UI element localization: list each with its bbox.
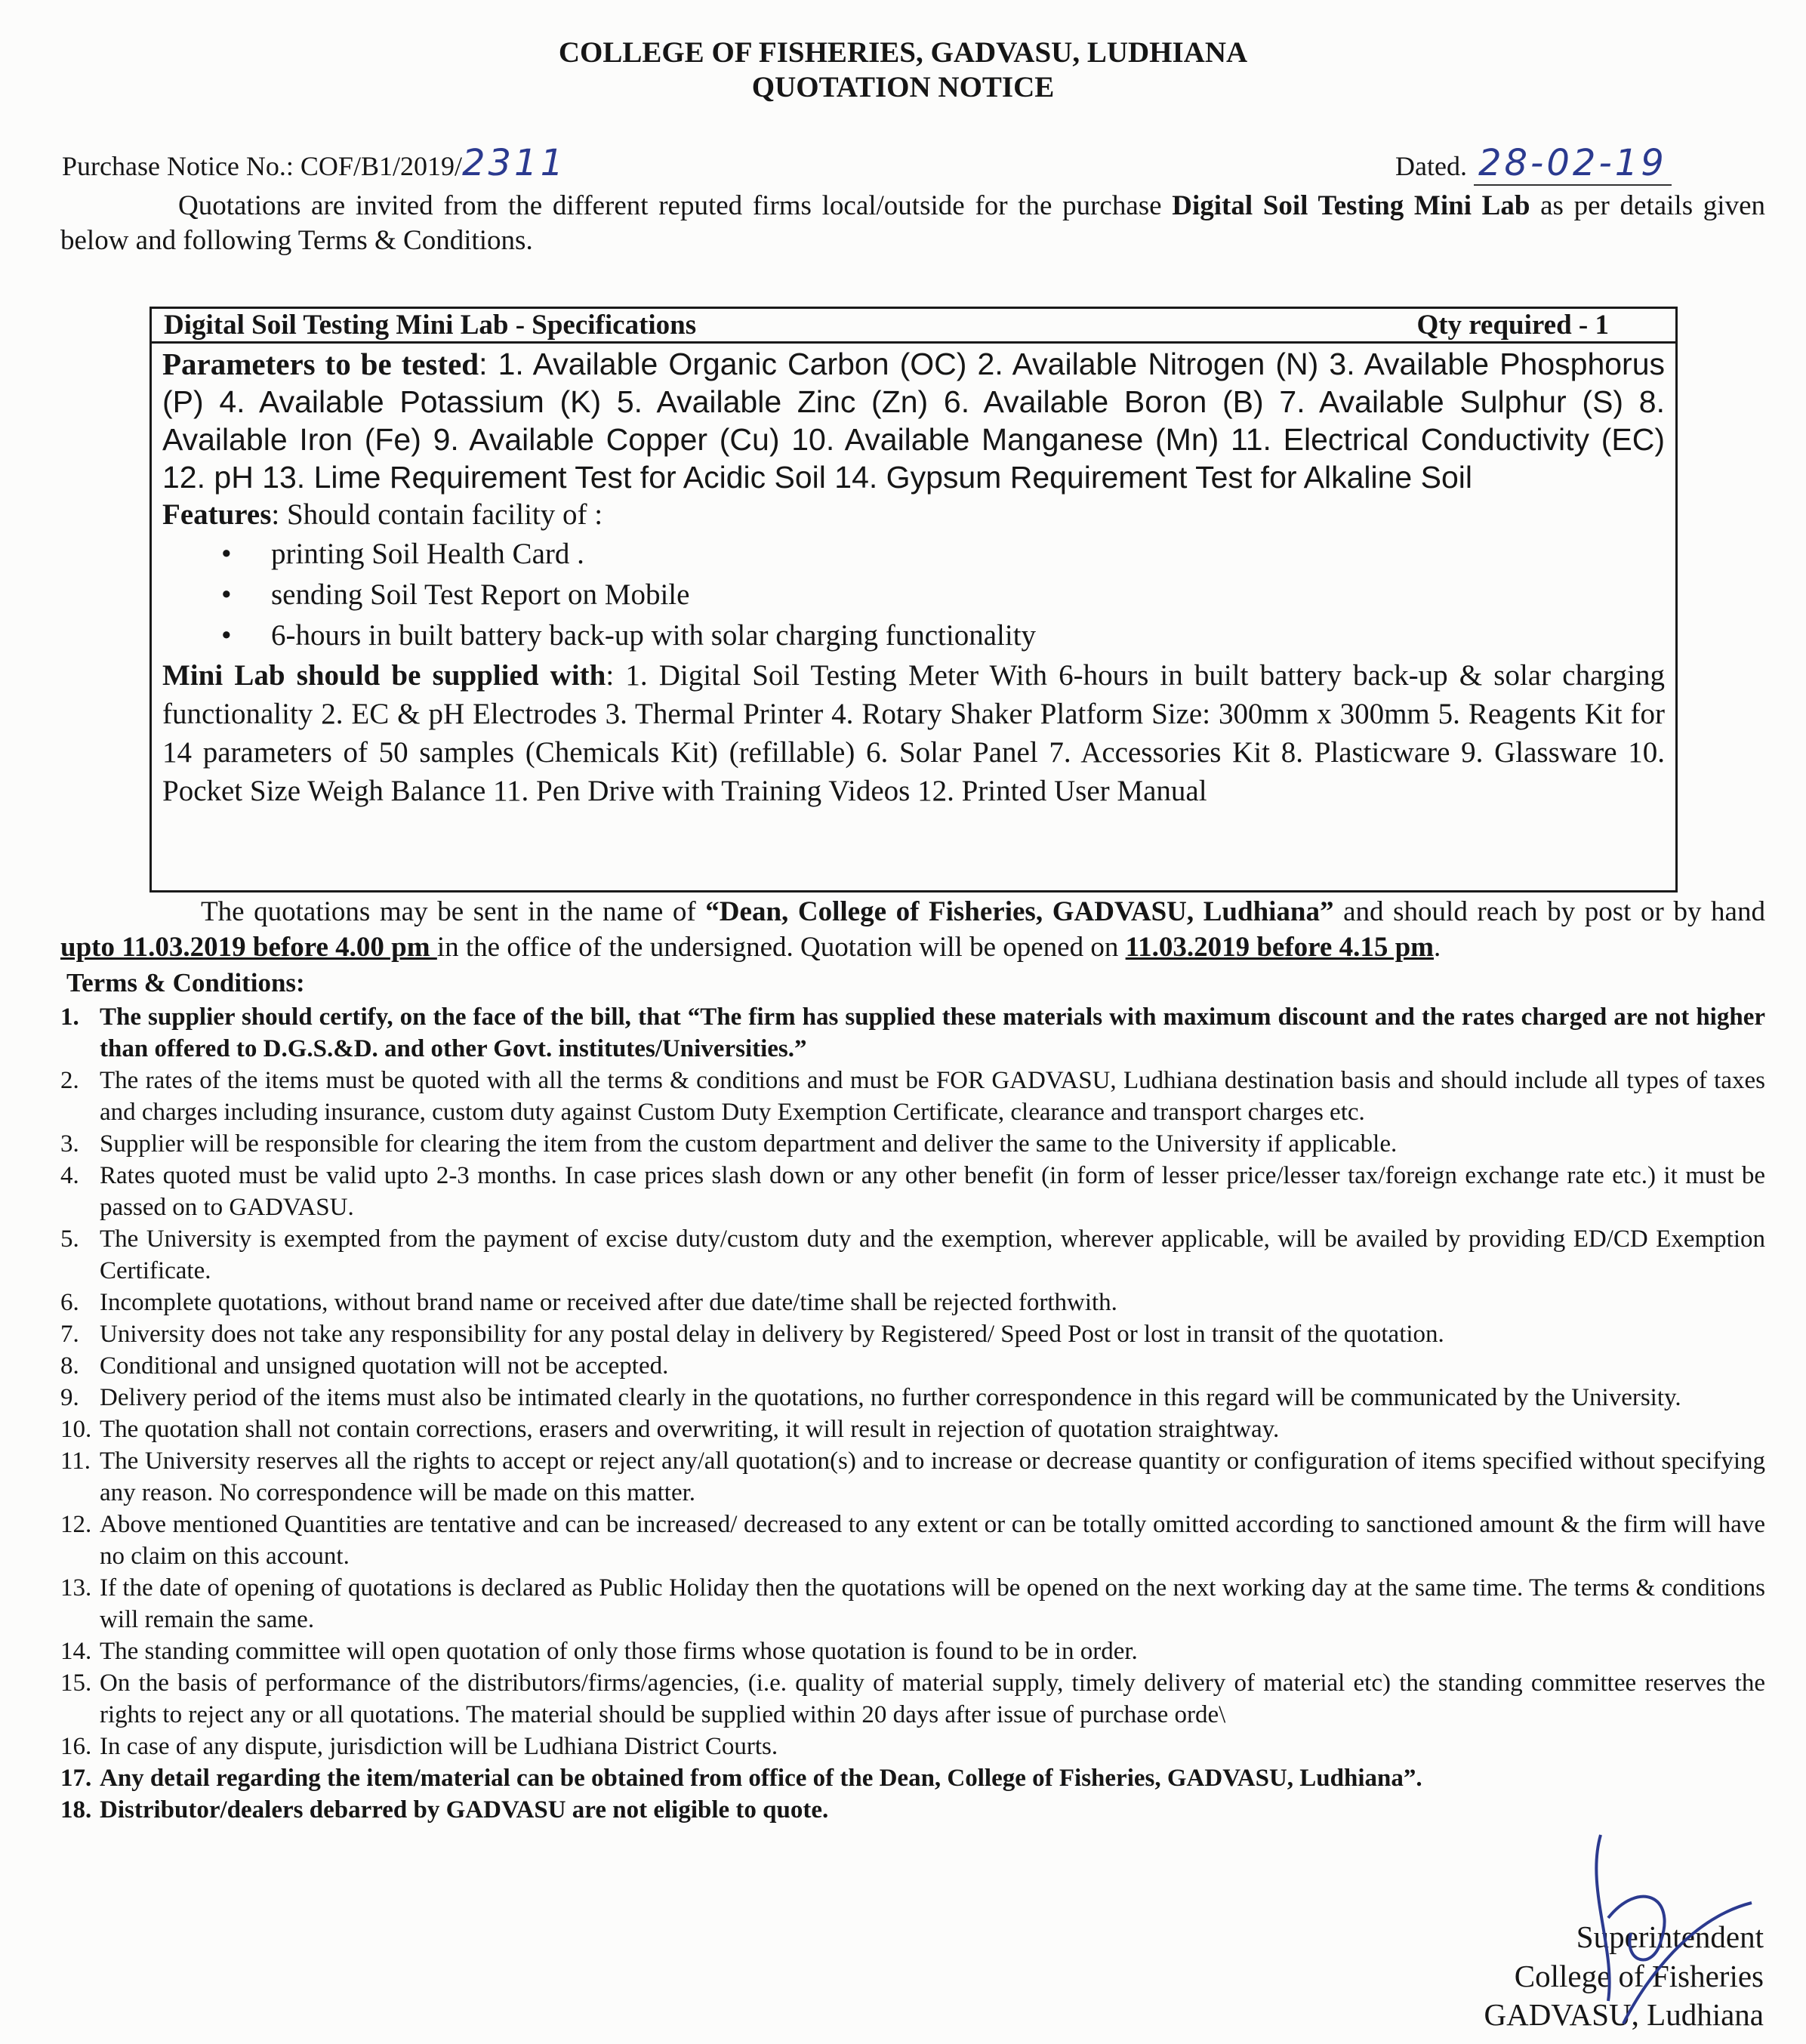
term-item (60, 1445, 1765, 1509)
term-text: Any detail regarding the item/material can be obtained from office of the Dean, College of Fisheries, GADVASU, Ludhiana”. (100, 1765, 1422, 1792)
supplied-with-label: Mini Lab should be supplied with (162, 659, 606, 692)
signatory-university: GADVASU, Ludhiana (1484, 1997, 1764, 2032)
submission-deadline: upto 11.03.2019 before 4.00 pm (60, 932, 437, 963)
notice-heading: QUOTATION NOTICE (751, 71, 1055, 103)
term-item (60, 1318, 1765, 1350)
terms-list (60, 1001, 1765, 1826)
term-text: Supplier will be responsible for clearing the item from the custom department and deliver the same to the University if applicable. (100, 1130, 1398, 1158)
term-item (60, 1223, 1765, 1287)
parameters-label: Parameters to be tested (162, 347, 479, 381)
term-number: 16. (60, 1733, 92, 1760)
term-number: 4. (60, 1162, 79, 1189)
term-number: 10. (60, 1416, 92, 1443)
term-number: 2. (60, 1067, 79, 1094)
term-item (60, 1572, 1765, 1636)
submission-paragraph (60, 894, 1765, 965)
features-label: Features (162, 498, 272, 531)
submission-text: . (1433, 932, 1441, 963)
term-text: The supplier should certify, on the face of the bill, that “The firm has supplied these materials with maximum discount and the rates charged are not higher than offered to D.G.S.&D. and other Govt. institutes/Universities.” (100, 1004, 1765, 1062)
handwritten-date: 28-02-19 (1474, 142, 1672, 186)
parameters-text: : 1. Available Organic Carbon (OC) 2. Available Nitrogen (N) 3. Available Phosphorus (P) 4. Available Potassium (K) 5. Available Zinc (Zn) 6. Available Boron (B) 7. Available Sulphur (S) 8. Available Iron (Fe) 9. Available Copper (Cu) 10. Available Manganese (Mn) 11. Electrical Conductivity (EC) 12. pH 13. Lime Requirement Test for Acidic Soil 14. Gypsum Requirement Test for Alkaline Soil (162, 347, 1666, 495)
terms-title: Terms & Conditions: (66, 968, 305, 997)
term-number: 1. (60, 1004, 79, 1031)
term-text: Incomplete quotations, without brand name or received after due date/time shall be rejected forthwith. (100, 1289, 1117, 1316)
term-text: University does not take any responsibility for any postal delay in delivery by Registered/ Speed Post or lost in transit of the quotation. (100, 1321, 1444, 1348)
intro-text-end: as per details given below and following Terms & Conditions. (60, 190, 1765, 256)
intro-paragraph (60, 189, 1765, 258)
term-text: The rates of the items must be quoted with all the terms & conditions and must be FOR GADVASU, Ludhiana destination basis and should include all types of taxes and charges including insurance, custom duty against Custom Duty Exemption Certificate, clearance and transport charges etc. (100, 1067, 1765, 1126)
feature-item: • printing Soil Health Card . (162, 534, 1665, 575)
term-item (60, 1667, 1765, 1731)
purchase-notice-label: Purchase Notice No.: COF/B1/2019/ (62, 151, 462, 181)
term-number: 6. (60, 1289, 79, 1316)
term-text: Distributor/dealers debarred by GADVASU are not eligible to quote. (100, 1796, 829, 1824)
term-number: 7. (60, 1321, 79, 1348)
term-text: Delivery period of the items must also be intimated clearly in the quotations, no further correspondence in this regard will be communicated by the University. (100, 1384, 1681, 1411)
term-text: Conditional and unsigned quotation will not be accepted. (100, 1352, 669, 1380)
supplied-with-text: : 1. Digital Soil Testing Meter With 6-hours in built battery back-up & solar charging functionality 2. EC & pH Electrodes 3. Thermal Printer 4. Rotary Shaker Platform Size: 300mm x 300mm 5. Reagents Kit for 14 parameters of 50 samples (Chemicals Kit) (refillable) 6. Solar Panel 7. Accessories Kit 8. Plasticware 9. Glassware 10. Pocket Size Weigh Balance 11. Pen Drive with Training Videos 12. Printed User Manual (162, 659, 1665, 807)
term-item (60, 1382, 1765, 1414)
submission-text: in the office of the undersigned. Quotation will be opened on (436, 932, 1126, 963)
term-item (60, 1509, 1765, 1572)
college-heading: COLLEGE OF FISHERIES, GADVASU, LUDHIANA (558, 36, 1248, 69)
handwritten-notice-number: 2311 (461, 142, 567, 184)
term-number: 14. (60, 1638, 92, 1665)
term-number: 12. (60, 1511, 92, 1538)
features-paragraph (162, 496, 1665, 534)
term-item (60, 1287, 1765, 1318)
feature-item: • 6-hours in built battery back-up with solar charging functionality (162, 615, 1665, 656)
term-text: The University reserves all the rights to accept or reject any/all quotation(s) and to increase or decrease quantity or configuration of items specified without specifying any reason. No correspondence will be made on this matter. (100, 1447, 1765, 1506)
term-number: 3. (60, 1130, 79, 1158)
qty-required: Qty required - 1 (1416, 310, 1609, 341)
term-number: 9. (60, 1384, 79, 1411)
term-item (60, 1731, 1765, 1762)
term-item (60, 1065, 1765, 1128)
submission-text: and should reach by post or by hand (1333, 896, 1765, 927)
supplied-with-paragraph (162, 656, 1665, 810)
term-item (60, 1762, 1765, 1794)
term-item (60, 1001, 1765, 1065)
notice-date (1395, 142, 1672, 184)
signatory-college: College of Fisheries (1514, 1959, 1764, 1993)
opening-date: 11.03.2019 before 4.15 pm (1125, 932, 1434, 963)
addressee-name: “Dean, College of Fisheries, GADVASU, Ludhiana” (705, 896, 1334, 927)
dated-label: Dated. (1395, 151, 1467, 181)
term-text: Rates quoted must be valid upto 2-3 months. In case prices slash down or any other benefit (in form of lesser price/lesser tax/foreign exchange rate etc.) it must be passed on to GADVASU. (100, 1162, 1765, 1221)
specifications-body (162, 345, 1665, 810)
spec-title: Digital Soil Testing Mini Lab - Specifications (164, 310, 697, 341)
term-item (60, 1794, 1765, 1826)
term-item (60, 1636, 1765, 1667)
signatory-title: Superintendent (1576, 1919, 1764, 1954)
term-text: Above mentioned Quantities are tentative and can be increased/ decreased to any extent or can be totally omitted according to sanctioned amount & the firm will have no claim on this account. (100, 1511, 1765, 1570)
term-text: In case of any dispute, jurisdiction will be Ludhiana District Courts. (100, 1733, 778, 1760)
term-text: The University is exempted from the payment of excise duty/custom duty and the exemption, wherever applicable, will be availed by providing ED/CD Exemption Certificate. (100, 1225, 1765, 1284)
term-number: 17. (60, 1765, 92, 1792)
term-item (60, 1350, 1765, 1382)
specifications-box (149, 307, 1678, 893)
term-item (60, 1128, 1765, 1160)
specifications-header (152, 309, 1675, 344)
term-number: 11. (60, 1447, 91, 1475)
feature-item: • sending Soil Test Report on Mobile (162, 575, 1665, 615)
term-item (60, 1160, 1765, 1223)
item-name: Digital Soil Testing Mini Lab (1172, 190, 1530, 221)
submission-text: The quotations may be sent in the name of (201, 896, 706, 927)
term-item (60, 1414, 1765, 1445)
term-text: On the basis of performance of the distributors/firms/agencies, (i.e. quality of material supply, timely delivery of material etc) the standing committee reserves the rights to reject any or all quotations. The material should be supplied within 20 days after issue of purchase orde\ (100, 1669, 1765, 1728)
purchase-notice-number (62, 142, 567, 184)
parameters-paragraph (162, 345, 1665, 496)
term-number: 13. (60, 1574, 92, 1602)
features-text: : Should contain facility of : (271, 498, 603, 531)
term-number: 18. (60, 1796, 92, 1824)
term-number: 15. (60, 1669, 92, 1697)
term-text: The standing committee will open quotation of only those firms whose quotation is found to be in order. (100, 1638, 1138, 1665)
term-text: If the date of opening of quotations is declared as Public Holiday then the quotations will be opened on the next working day at the same time. The terms & conditions will remain the same. (100, 1574, 1765, 1633)
intro-text: Quotations are invited from the different reputed firms local/outside for the purchase (178, 190, 1173, 221)
handwritten-signature (1570, 1827, 1767, 2039)
term-number: 5. (60, 1225, 79, 1253)
term-number: 8. (60, 1352, 79, 1380)
term-text: The quotation shall not contain corrections, erasers and overwriting, it will result in rejection of quotation straightway. (100, 1416, 1280, 1443)
